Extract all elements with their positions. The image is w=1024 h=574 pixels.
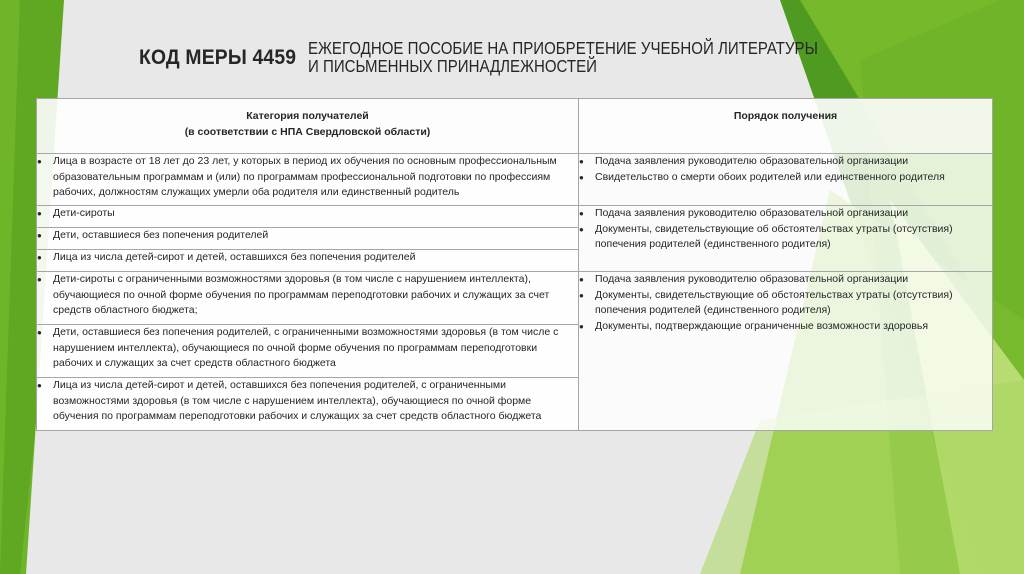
table-row bbox=[37, 206, 993, 228]
category-cell bbox=[37, 206, 579, 228]
category-cell bbox=[37, 228, 579, 250]
table-row bbox=[37, 154, 993, 206]
category-cell bbox=[37, 378, 579, 431]
category-cell bbox=[37, 272, 579, 325]
procedure-cell bbox=[579, 272, 993, 431]
category-cell bbox=[37, 325, 579, 378]
category-item: ● Дети, оставшиеся без попечения родителей, с ограниченными возможностями здоровья (в том числе с нарушением интеллекта), обучающиеся по очной форме обучения по программам переподготовки рабочих и служащих за счет средств областного бюджета bbox=[37, 325, 578, 372]
table-header-row bbox=[37, 99, 993, 154]
category-cell bbox=[37, 154, 579, 206]
category-item: ● Лица из числа детей-сирот и детей, оставшихся без попечения родителей bbox=[37, 250, 578, 266]
procedure-cell bbox=[579, 154, 993, 206]
procedure-item: ● Подача заявления руководителю образовательной организации bbox=[579, 154, 992, 170]
category-item: ● Лица в возрасте от 18 лет до 23 лет, у которых в период их обучения по основным профессиональным образовательным программам и (или) по программам профессиональной подготовки по профессиям рабочих, должностям служащих умерли оба родителя или единственный родитель bbox=[37, 154, 578, 201]
procedure-item: ● Свидетельство о смерти обоих родителей или единственного родителя bbox=[579, 170, 992, 186]
table-row bbox=[37, 272, 993, 325]
header-procedure: Порядок получения bbox=[579, 99, 993, 154]
procedure-item: ● Подача заявления руководителю образовательной организации bbox=[579, 206, 992, 222]
measure-code: КОД МЕРЫ 4459 bbox=[139, 46, 297, 69]
header-category-line2: (в соответствии с НПА Свердловской области) bbox=[184, 125, 431, 138]
header-category-line1: Категория получателей bbox=[246, 110, 369, 122]
procedure-cell bbox=[579, 206, 993, 272]
category-item: ● Дети-сироты с ограниченными возможностями здоровья (в том числе с нарушением интеллекта), обучающиеся по очной форме обучения по программам переподготовки рабочих и служащих за счет средств областного бюджета; bbox=[37, 272, 578, 319]
procedure-item: ● Документы, свидетельствующие об обстоятельствах утраты (отсутствия) попечения родителей (единственного родителя) bbox=[579, 222, 992, 253]
header-category bbox=[37, 99, 579, 154]
procedure-item: ● Подача заявления руководителю образовательной организации bbox=[579, 272, 992, 288]
category-item: ● Дети-сироты bbox=[37, 206, 578, 222]
procedure-item: ● Документы, свидетельствующие об обстоятельствах утраты (отсутствия) попечения родителей (единственного родителя) bbox=[579, 288, 992, 319]
category-item: ● Дети, оставшиеся без попечения родителей bbox=[37, 228, 578, 244]
category-item: ● Лица из числа детей-сирот и детей, оставшихся без попечения родителей, с ограниченными возможностями здоровья (в том числе с нарушением интеллекта), обучающиеся по очной форме обучения по программам переподготовки рабочих и служащих за счет средств областного бюджета bbox=[37, 378, 578, 425]
slide-title: ЕЖЕГОДНОЕ ПОСОБИЕ НА ПРИОБРЕТЕНИЕ УЧЕБНОЙ ЛИТЕРАТУРЫ И ПИСЬМЕННЫХ ПРИНАДЛЕЖНОСТЕЙ bbox=[308, 38, 818, 76]
procedure-item: ● Документы, подтверждающие ограниченные возможности здоровья bbox=[579, 319, 992, 335]
recipients-table bbox=[36, 98, 993, 431]
category-cell bbox=[37, 250, 579, 272]
